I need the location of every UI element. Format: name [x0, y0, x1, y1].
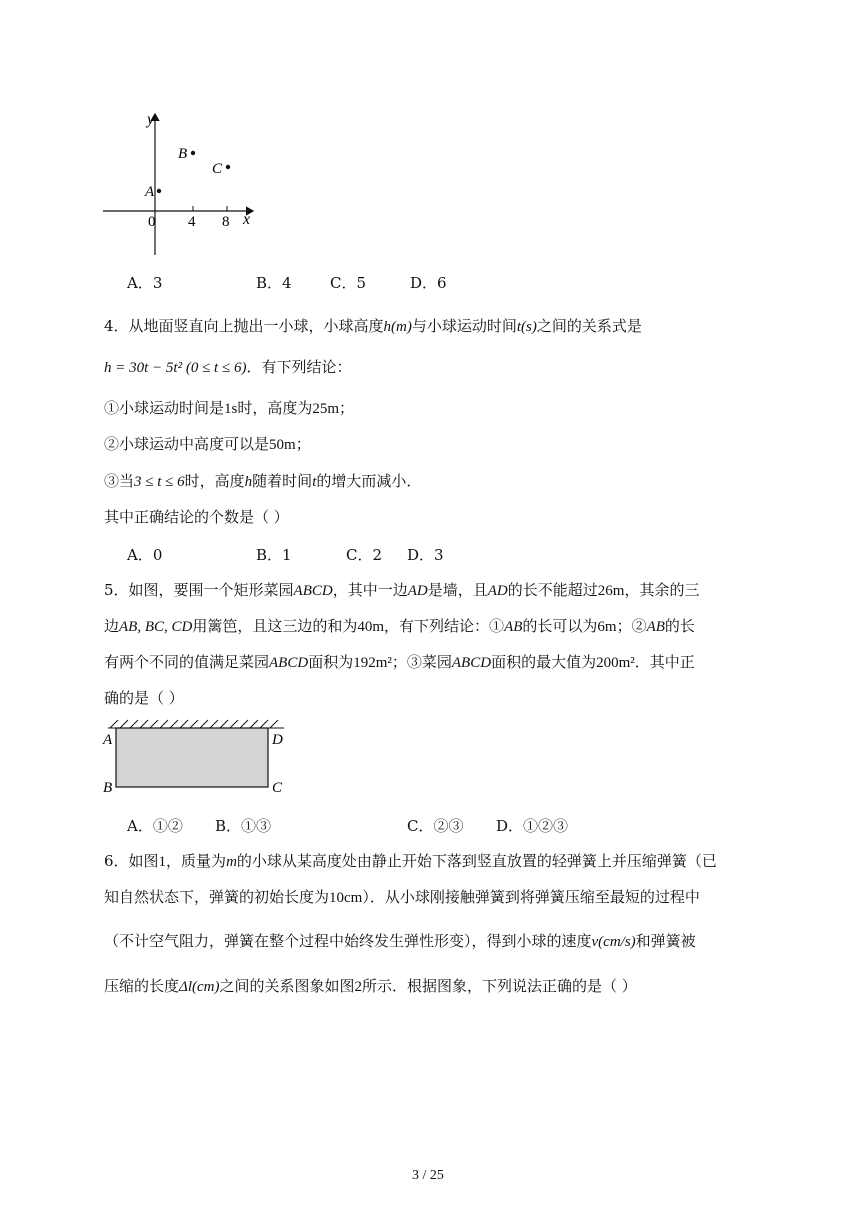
vertex-a: A — [103, 732, 113, 748]
q5-math: ABCD — [293, 583, 333, 599]
q6-text: 的小球从某高度处由静止开始下落到竖直放置的轻弹簧上并压缩弹簧（已 — [236, 852, 717, 870]
q4-stem-line2 — [104, 357, 351, 378]
q6-value: 10cm — [329, 890, 363, 906]
q6-text: 之间的关系图象如图 — [219, 977, 355, 995]
q6-text: ）．从小球刚接触弹簧到将弹簧压缩至最短的过程中 — [362, 888, 700, 906]
q3-option-c: C．5 — [330, 274, 367, 292]
q5-option-d: D．①②③ — [496, 817, 569, 835]
q4-t-unit: t(s) — [516, 319, 537, 335]
q4-text: 随着时间 — [252, 472, 313, 490]
point-c-label: C — [212, 161, 223, 177]
q4-value: 1s — [224, 401, 238, 417]
q5-text: 的长不能超过 — [507, 581, 598, 599]
q4-option-a: A．0 — [127, 546, 163, 564]
q5-option-c: C．②③ — [407, 817, 464, 835]
q5-math: AD — [487, 583, 508, 599]
q4-text: 时，高度 — [184, 472, 245, 490]
q6-math: m — [226, 854, 237, 870]
q6-stem-line1 — [104, 851, 717, 872]
garden-figure — [98, 716, 298, 800]
q6-text: 压缩的长度 — [104, 977, 180, 995]
q5-text: 有两个不同的值满足菜园 — [104, 653, 270, 671]
x-axis-label: x — [243, 211, 251, 228]
q4-text: 与小球运动时间 — [411, 317, 517, 335]
q4-math: h — [244, 474, 253, 490]
point-a-label: A — [145, 184, 155, 200]
q4-math: 3 ≤ t ≤ 6 — [134, 474, 185, 490]
y-axis-label: y — [147, 111, 155, 128]
q4-text: 4．从地面竖直向上抛出一小球，小球高度 — [104, 317, 384, 335]
q4-text: 之间的关系式是 — [536, 317, 642, 335]
q5-value: 200m² — [596, 655, 635, 671]
q4-conclusion-2 — [104, 434, 311, 455]
q5-text: 是墙，且 — [427, 581, 488, 599]
origin-label: 0 — [148, 214, 156, 230]
q4-option-c: C．2 — [346, 546, 383, 564]
q5-value: 26m — [597, 583, 625, 599]
q5-text: ；② — [616, 617, 647, 635]
vertex-b: B — [103, 780, 113, 796]
q6-stem-line3 — [104, 931, 696, 952]
q4-text: 时，高度为 — [237, 399, 313, 417]
q5-option-b: B．①③ — [215, 817, 272, 835]
q5-text: 的长可以为 — [522, 617, 598, 635]
q4-text: ； — [295, 435, 311, 453]
q4-math: t — [312, 474, 317, 490]
q4-formula: h = 30t − 5t² (0 ≤ t ≤ 6) — [104, 360, 247, 376]
q6-text: 所示．根据图象，下列说法正确的是（ ） — [361, 977, 637, 995]
q6-value: 1 — [158, 854, 167, 870]
q5-text: ；③菜园 — [391, 653, 452, 671]
q6-text: 知自然状态下，弹簧的初始长度为 — [104, 888, 330, 906]
q5-text: 的长 — [664, 617, 695, 635]
q4-text: 的增大而减小． — [316, 472, 422, 490]
point-a — [157, 189, 161, 193]
q5-text: 面积的最大值为 — [491, 653, 597, 671]
q5-text: 面积为 — [308, 653, 354, 671]
q5-stem-line3 — [104, 652, 695, 673]
q6-text: （不计空气阻力，弹簧在整个过程中始终发生弹性形变），得到小球的速度 — [104, 932, 592, 950]
q5-stem-line2 — [104, 616, 695, 637]
tick-label-8: 8 — [222, 214, 230, 230]
q5-text: ，其中一边 — [332, 581, 408, 599]
q5-math: ABCD — [269, 655, 309, 671]
q3-option-a: A．3 — [127, 274, 163, 292]
q5-text: 边 — [104, 617, 120, 635]
q4-question: 其中正确结论的个数是（ ） — [104, 508, 289, 526]
page-number: 3 / 25 — [412, 1168, 444, 1183]
q4-text: ②小球运动中高度可以是 — [104, 435, 270, 453]
q6-math: Δl(cm) — [179, 979, 220, 995]
q6-stem-line4 — [104, 976, 637, 997]
q5-value: 6m — [597, 619, 617, 635]
q5-text: ，有下列结论：① — [384, 617, 505, 635]
q5-math: AB — [646, 619, 665, 635]
q6-math: v(cm/s) — [591, 934, 636, 950]
q6-value: 2 — [354, 979, 362, 995]
coordinate-graph — [95, 108, 265, 258]
q4-text: ； — [339, 399, 355, 417]
q5-stem-line1 — [104, 580, 699, 601]
q6-text: 和弹簧被 — [635, 932, 696, 950]
point-b-label: B — [178, 146, 188, 162]
q4-text: ．有下列结论： — [246, 358, 352, 376]
q4-stem-line1 — [104, 316, 642, 337]
q5-math: AB — [504, 619, 523, 635]
q3-option-d: D．6 — [410, 274, 447, 292]
q4-text: ①小球运动时间是 — [104, 399, 225, 417]
q6-text: 6．如图 — [104, 852, 159, 870]
q5-text: 5．如图，要围一个矩形菜园 — [104, 581, 294, 599]
q5-text: ，其余的三 — [624, 581, 700, 599]
q5-math: ABCD — [451, 655, 492, 671]
q5-stem-line4: 确的是（ ） — [104, 689, 184, 707]
q4-conclusion-1 — [104, 398, 354, 419]
q4-conclusion-3 — [104, 471, 421, 492]
q5-text: 用篱笆，且这三边的和为 — [192, 617, 358, 635]
q6-stem-line2 — [104, 887, 700, 908]
q6-text: ，质量为 — [166, 852, 227, 870]
vertex-d: D — [272, 732, 283, 748]
q5-value: 192m² — [353, 655, 392, 671]
q5-math: AD — [407, 583, 428, 599]
garden-rectangle — [116, 728, 268, 787]
q4-value: 50m — [269, 437, 296, 453]
q5-text: ．其中正 — [634, 653, 695, 671]
q4-value: 25m — [312, 401, 340, 417]
q4-text: ③当 — [104, 472, 135, 490]
q4-option-d: D．3 — [407, 546, 444, 564]
vertex-c: C — [272, 780, 283, 796]
q5-value: 40m — [357, 619, 385, 635]
point-b — [191, 151, 195, 155]
q4-h-unit: h(m) — [383, 319, 412, 335]
tick-label-4: 4 — [188, 214, 196, 230]
q5-option-a: A．①② — [127, 817, 183, 835]
wall-hatching — [108, 720, 284, 728]
q4-option-b: B．1 — [256, 546, 292, 564]
q5-math: AB, BC, CD — [119, 619, 193, 635]
q3-option-b: B．4 — [256, 274, 292, 292]
point-c — [226, 165, 230, 169]
